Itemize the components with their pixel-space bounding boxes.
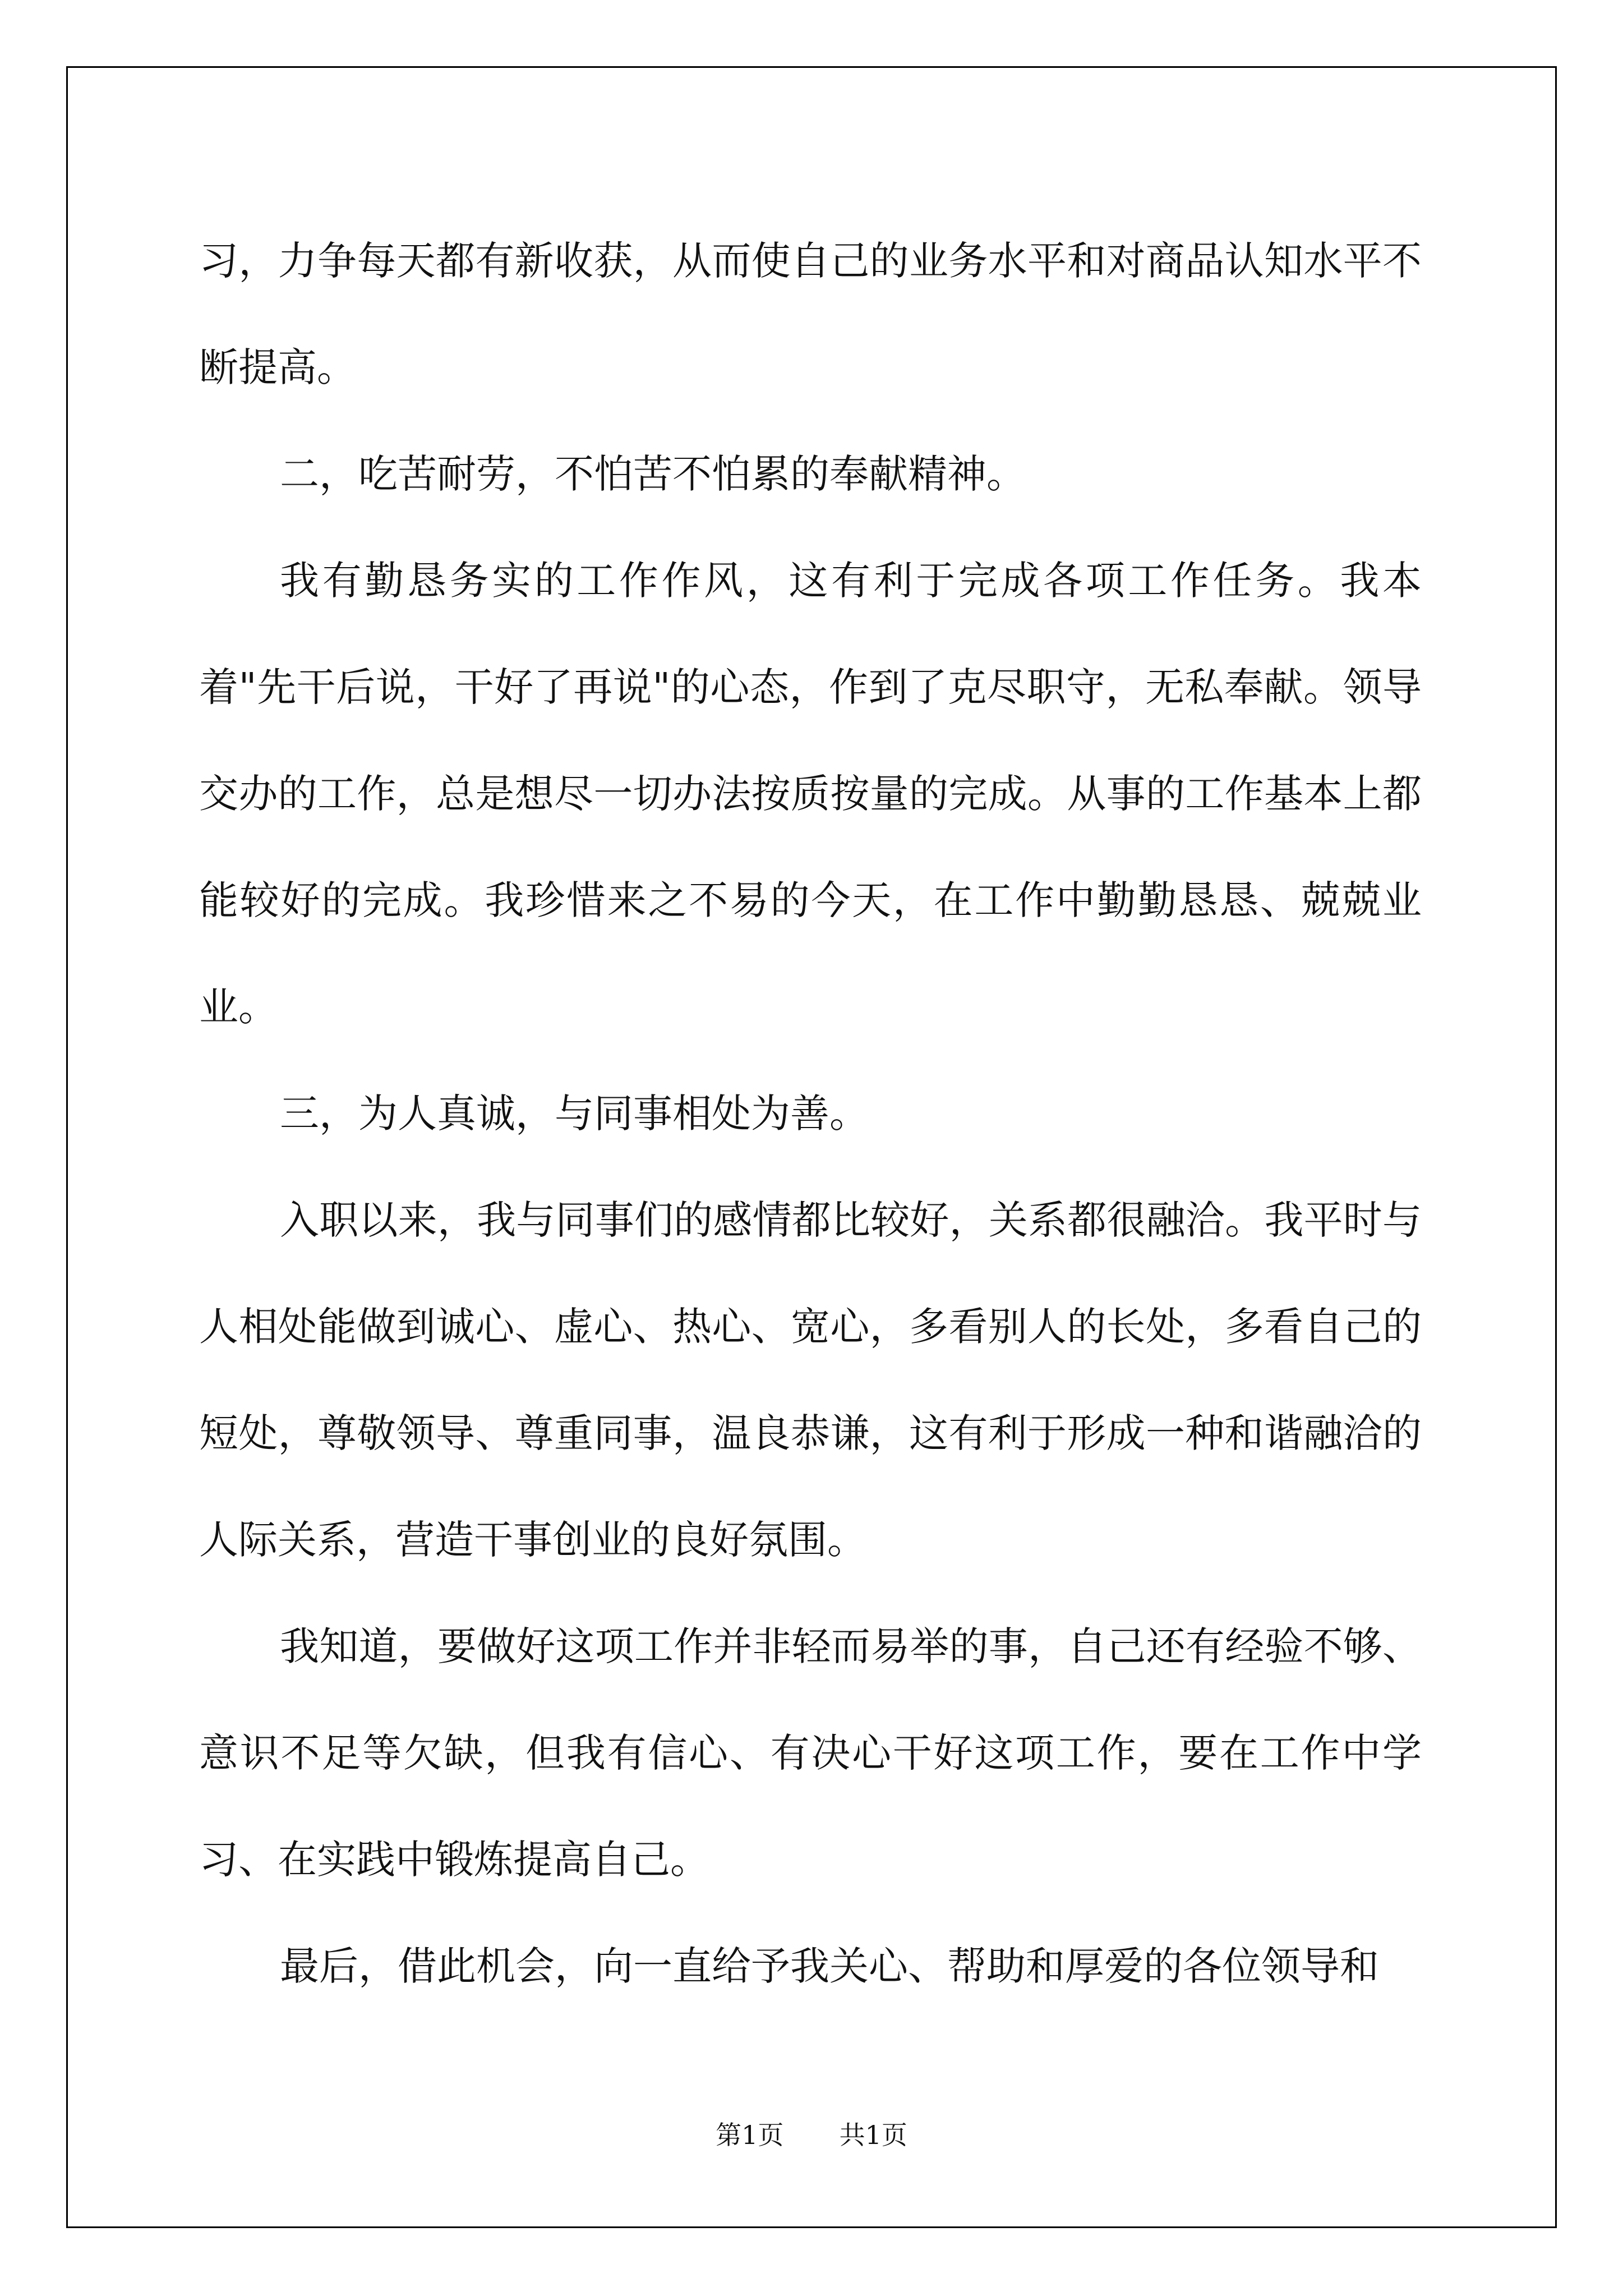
paragraph-7: 最后，借此机会，向一直给予我关心、帮助和厚爱的各位领导和 bbox=[280, 1943, 1379, 1989]
paragraph-6: 我知道，要做好这项工作并非轻而易举的事，自己还有经验不够、意识不足等欠缺，但我有信心、有决心干好这项工作，要在工作中学习、在实践中锻炼提高自己。 bbox=[199, 1623, 1422, 1883]
paragraph-3: 我有勤恳务实的工作作风，这有利于完成各项工作任务。我本着"先干后说，干好了再说"的心态，作到了克尽职守，无私奉献。领导交办的工作，总是想尽一切办法按质按量的完成。从事的工作基本上都能较好的完成。我珍惜来之不易的今天，在工作中勤勤恳恳、兢兢业业。 bbox=[199, 558, 1422, 1030]
page-number: 第1页 bbox=[716, 2120, 784, 2150]
paragraph-4: 三，为人真诚，与同事相处为善。 bbox=[280, 1091, 869, 1137]
page-footer bbox=[0, 2115, 1623, 2152]
paragraph-1: 习，力争每天都有新收获，从而使自己的业务水平和对商品认知水平不断提高。 bbox=[199, 238, 1422, 390]
paragraph-5: 入职以来，我与同事们的感情都比较好，关系都很融洽。我平时与人相处能做到诚心、虚心、热心、宽心，多看别人的长处，多看自己的短处，尊敬领导、尊重同事，温良恭谦，这有利于形成一种和谐融洽的人际关系，营造干事创业的良好氛围。 bbox=[199, 1197, 1422, 1563]
paragraph-2: 二，吃苦耐劳，不怕苦不怕累的奉献精神。 bbox=[280, 451, 1026, 497]
page-total: 共1页 bbox=[839, 2120, 907, 2150]
document-body bbox=[199, 208, 1422, 2019]
